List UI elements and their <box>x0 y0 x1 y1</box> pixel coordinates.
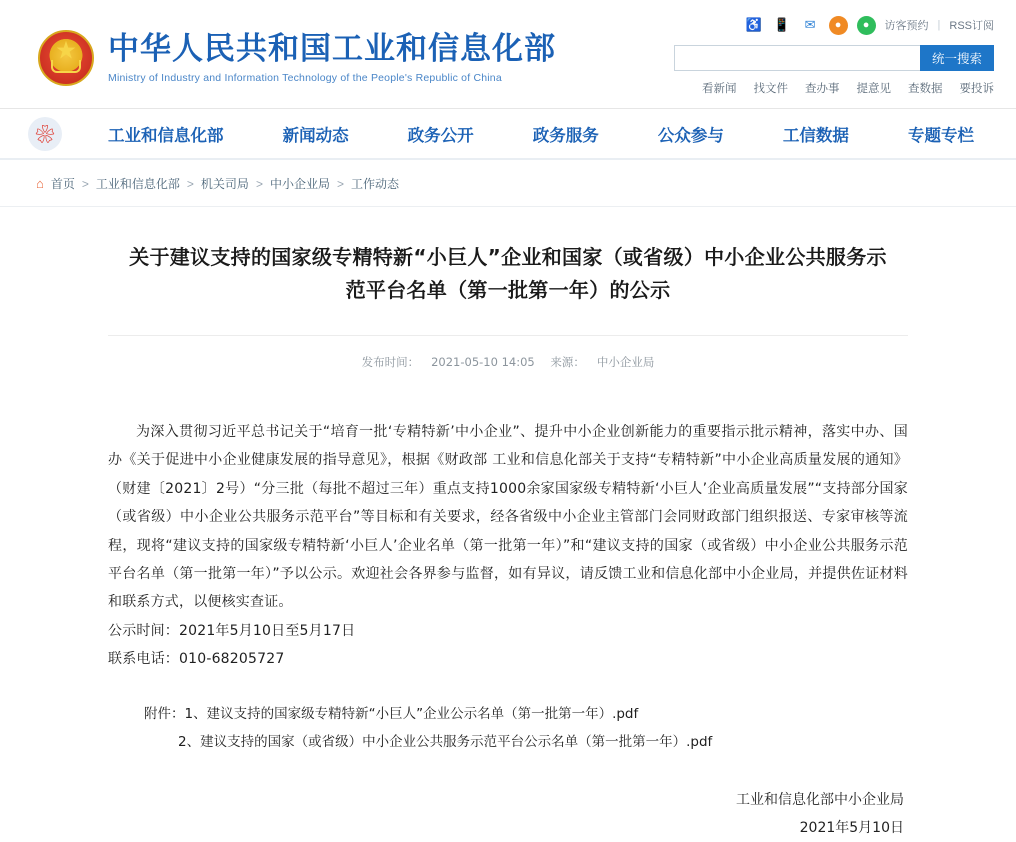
quick-link-complaint[interactable]: 要投诉 <box>959 83 994 95</box>
breadcrumb-item-work-updates[interactable]: 工作动态 <box>350 177 399 191</box>
breadcrumb <box>0 160 1016 207</box>
site-title-en: Ministry of Industry and Information Technology of the People's Republic of China <box>108 71 502 84</box>
attachments-label: 附件： <box>144 705 185 722</box>
source-value: 中小企业局 <box>596 355 655 369</box>
quick-link-files[interactable]: 找文件 <box>753 83 788 95</box>
utility-separator: | <box>937 19 941 31</box>
breadcrumb-separator: > <box>81 176 89 191</box>
header-utilities <box>674 14 994 96</box>
site-header <box>0 0 1016 108</box>
quick-links <box>674 80 994 96</box>
nav-item-special-columns[interactable]: 专题专栏 <box>907 125 974 145</box>
contact-phone: 联系电话：010-68205727 <box>108 651 285 668</box>
nav-item-government-services[interactable]: 政务服务 <box>532 125 599 145</box>
weibo-icon[interactable]: ● <box>829 16 848 35</box>
source-label: 来源： <box>550 355 585 369</box>
breadcrumb-item-home[interactable]: 首页 <box>50 177 75 191</box>
nav-item-list <box>108 122 988 146</box>
search-button[interactable]: 统一搜索 <box>920 45 994 71</box>
breadcrumb-separator: > <box>336 176 344 191</box>
article-body <box>108 418 908 674</box>
signature-date: 2021年5月10日 <box>799 820 904 837</box>
signature-org: 工业和信息化部中小企业局 <box>736 792 904 809</box>
national-emblem-icon <box>38 30 94 86</box>
attachment-row-2[interactable] <box>108 728 908 756</box>
quick-link-feedback[interactable]: 提意见 <box>856 83 891 95</box>
main-navigation <box>0 108 1016 160</box>
nav-item-ministry[interactable]: 工业和信息化部 <box>108 125 224 145</box>
rss-link[interactable]: RSS订阅 <box>949 20 994 32</box>
site-title-cn: 中华人民共和国工业和信息化部 <box>108 30 556 67</box>
signature-block <box>108 786 908 842</box>
search-row <box>674 45 994 71</box>
publish-time-value: 2021-05-10 14:05 <box>431 355 535 369</box>
article-meta <box>108 335 908 384</box>
attachment-list <box>108 700 908 757</box>
site-logo-block[interactable] <box>38 30 556 86</box>
breadcrumb-item-sme-bureau[interactable]: 中小企业局 <box>269 177 330 191</box>
mobile-icon[interactable]: 📱 <box>773 17 791 32</box>
attachment-link-1[interactable]: 1、建议支持的国家级专精特新“小巨人”企业公示名单（第一批第一年）.pdf <box>184 705 639 722</box>
attachment-link-2[interactable]: 2、建议支持的国家（或省级）中小企业公共服务示范平台公示名单（第一批第一年）.pdf <box>178 734 713 750</box>
mail-icon[interactable]: ✉ <box>804 17 816 32</box>
home-icon[interactable]: ⌂ <box>36 176 44 191</box>
nav-flower-icon: ❀ <box>28 117 62 151</box>
breadcrumb-separator: > <box>186 176 194 191</box>
quick-link-data[interactable]: 查数据 <box>908 83 943 95</box>
breadcrumb-item-ministry[interactable]: 工业和信息化部 <box>95 177 180 191</box>
publish-time-label: 发布时间： <box>361 355 420 369</box>
nav-item-public-participation[interactable]: 公众参与 <box>657 125 724 145</box>
search-input[interactable] <box>674 45 920 71</box>
page-title: 关于建议支持的国家级专精特新“小巨人”企业和国家（或省级）中小企业公共服务示范平台名单（第一批第一年）的公示 <box>129 245 887 302</box>
site-titles <box>108 32 556 85</box>
breadcrumb-item-departments[interactable]: 机关司局 <box>200 177 249 191</box>
utility-icon-row <box>674 14 994 36</box>
visitor-reservation-link[interactable]: 访客预约 <box>884 20 929 32</box>
accessibility-icon[interactable]: ♿ <box>745 17 763 32</box>
breadcrumb-separator: > <box>255 176 263 191</box>
wechat-icon[interactable]: ● <box>857 16 876 35</box>
nav-item-government-affairs[interactable]: 政务公开 <box>407 125 474 145</box>
notice-period: 公示时间：2021年5月10日至5月17日 <box>108 622 356 639</box>
article-paragraph: 为深入贯彻习近平总书记关于“培育一批‘专精特新’中小企业”、提升中小企业创新能力的重要指示批示精神，落实中办、国办《关于促进中小企业健康发展的指导意见》，根据《财政部 工业和信息化部关于支持“专精特新”中小企业高质量发展的通知》（财建〔2021〕2号）“分三批（每批不超过三年）重点支持1000余家国家级专精特新‘小巨人’企业高质量发展”“支持部分国家（或省级）中小企业公共服务示范平台”等目标和有关要求，经各省级中小企业主管部门会同财政部门组织报送、专家审核等流程，现将“建议支持的国家级专精特新‘小巨人’企业名单（第一批第一年）”和“建议支持的国家（或省级）中小企业公共服务示范平台名单（第一批第一年）”予以公示。欢迎社会各界参与监督，如有异议，请反馈工业和信息化部中小企业局，并提供佐证材料和联系方式，以便核实查证。 <box>108 424 908 611</box>
article-container <box>108 207 908 842</box>
nav-item-industry-data[interactable]: 工信数据 <box>782 125 849 145</box>
attachment-row-1[interactable] <box>108 700 908 728</box>
quick-link-news[interactable]: 看新闻 <box>702 83 737 95</box>
quick-link-services[interactable]: 查办事 <box>805 83 840 95</box>
nav-item-news[interactable]: 新闻动态 <box>282 125 349 145</box>
